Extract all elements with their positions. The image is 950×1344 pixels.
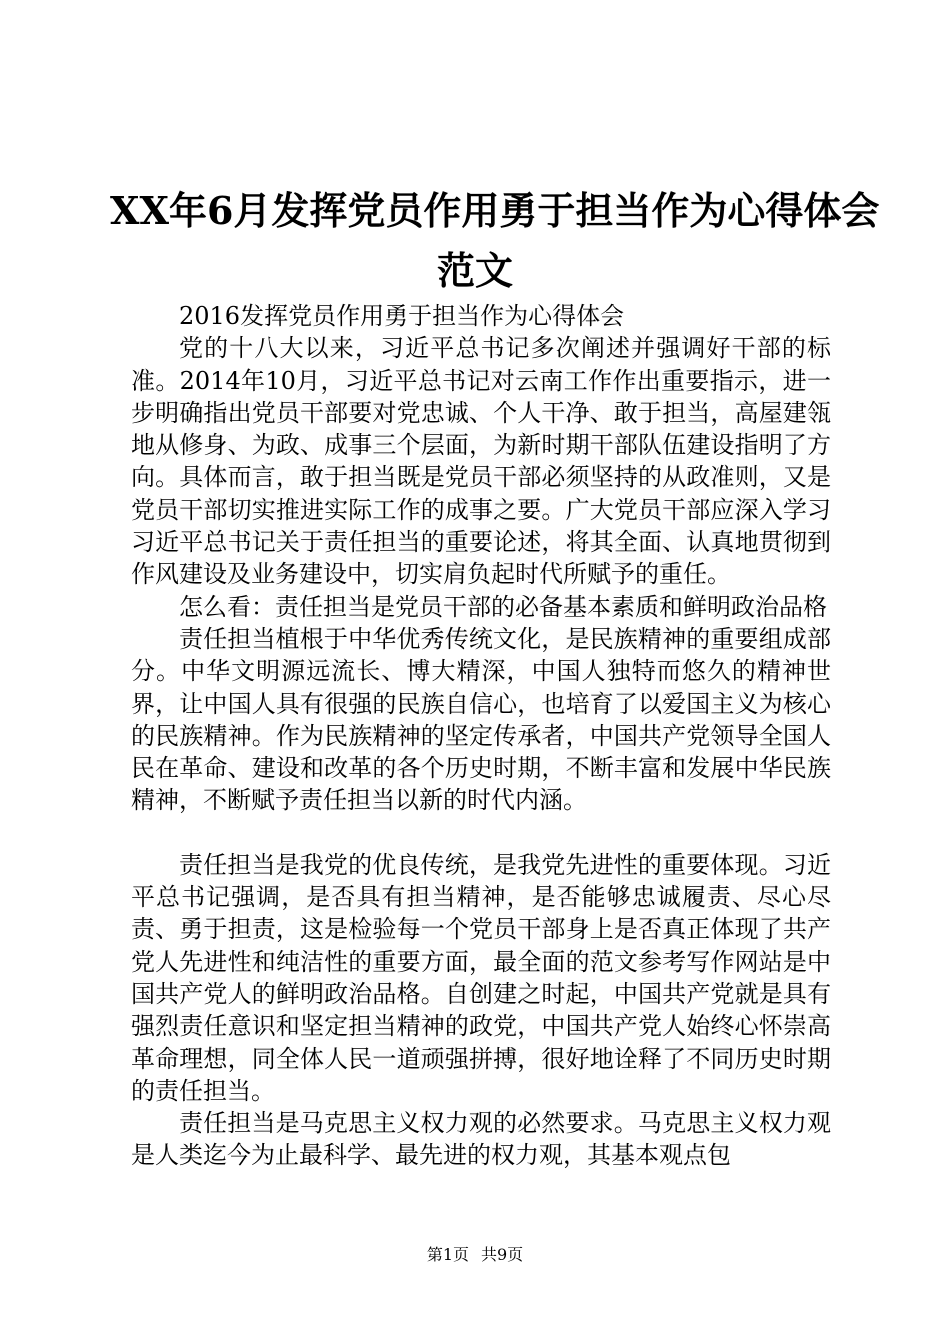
document-title-line-2: 范文 [436, 248, 513, 293]
page-total: 共9页 [481, 1245, 524, 1264]
paragraph-1: 党的十八大以来，习近平总书记多次阐述并强调好干部的标准。2014年10月，习近平总书记对云南工作作出重要指示，进一步明确指出党员干部要对党忠诚、个人干净、敢于担当，高屋建瓴地从修身、为政、成事三个层面，为新时期干部队伍建设指明了方向。具体而言，敢于担当既是党员干部必须坚持的从政准则，又是党员干部切实推进实际工作的成事之要。广大党员干部应深入学习习近平总书记关于责任担当的重要论述，将其全面、认真地贯彻到作风建设及业务建设中，切实肩负起时代所赋予的重任。 [131, 334, 831, 589]
page-footer [0, 1245, 950, 1265]
paragraph-3: 责任担当是我党的优良传统，是我党先进性的重要体现。习近平总书记强调，是否具有担当精神，是否能够忠诚履责、尽心尽责、勇于担责，这是检验每一个党员干部身上是否真正体现了共产党人先进性和纯洁性的重要方面，最全面的范文参考写作网站是中国共产党人的鲜明政治品格。自创建之时起，中国共产党就是具有强烈责任意识和坚定担当精神的政党，中国共产党人始终心怀崇高革命理想，同全体人民一道顽强拼搏，很好地诠释了不同历史时期的责任担当。 [131, 850, 831, 1105]
page-number: 第1页 [426, 1245, 469, 1264]
paragraph-section-heading: 怎么看：责任担当是党员干部的必备基本素质和鲜明政治品格 [179, 592, 827, 621]
paragraph-2: 责任担当植根于中华优秀传统文化，是民族精神的重要组成部分。中华文明源远流长、博大精深，中国人独特而悠久的精神世界，让中国人具有很强的民族自信心，也培育了以爱国主义为核心的民族精神。作为民族精神的坚定传承者，中国共产党领导全国人民在革命、建设和改革的各个历史时期，不断丰富和发展中华民族精神，不断赋予责任担当以新的时代内涵。 [131, 624, 831, 815]
paragraph-4: 责任担当是马克思主义权力观的必然要求。马克思主义权力观是人类迄今为止最科学、最先进的权力观，其基本观点包 [131, 1109, 831, 1170]
paragraph-subtitle: 2016发挥党员作用勇于担当作为心得体会 [179, 302, 625, 330]
document-body [131, 300, 831, 1172]
document-title-line-1: XX年6月发挥党员作用勇于担当作为心得体会 [110, 188, 880, 233]
